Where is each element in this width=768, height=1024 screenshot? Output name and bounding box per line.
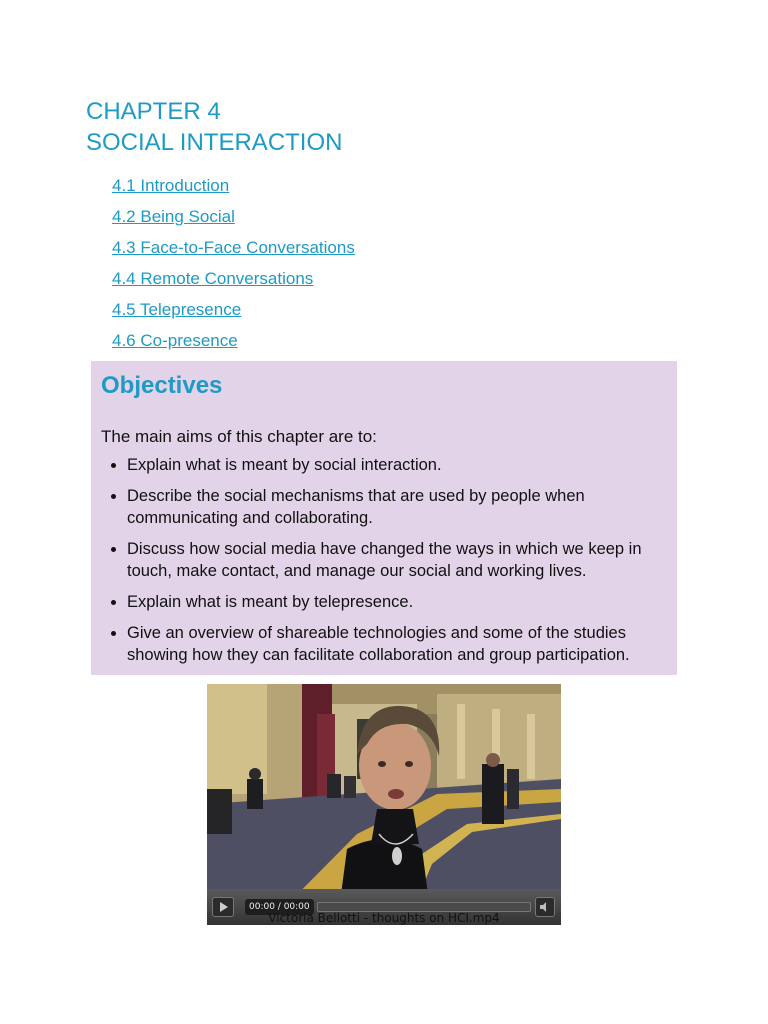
toc-link-remote-conversations[interactable]: 4.4 Remote Conversations bbox=[112, 269, 314, 288]
objective-item: • Describe the social mechanisms that are used by people when communicating and collaborating. bbox=[127, 485, 667, 529]
chapter-number: CHAPTER 4 bbox=[86, 98, 221, 125]
toc-item bbox=[112, 236, 355, 267]
objectives-list bbox=[101, 454, 667, 666]
toc-item bbox=[112, 298, 355, 329]
video-caption: Victoria Bellotti - thoughts on HCI.mp4 bbox=[268, 911, 500, 925]
chapter-heading bbox=[86, 96, 342, 158]
video-player[interactable] bbox=[207, 684, 561, 925]
toc-item bbox=[112, 329, 355, 360]
toc-link-telepresence[interactable]: 4.5 Telepresence bbox=[112, 300, 242, 319]
toc-link-being-social[interactable]: 4.2 Being Social bbox=[112, 207, 235, 226]
objectives-box bbox=[91, 361, 677, 675]
toc-item bbox=[112, 205, 355, 236]
objective-item: • Explain what is meant by telepresence. bbox=[127, 591, 667, 613]
toc-link-co-presence[interactable]: 4.6 Co-presence bbox=[112, 331, 238, 350]
objectives-intro: The main aims of this chapter are to: bbox=[101, 427, 377, 446]
objective-item: • Explain what is meant by social interaction. bbox=[127, 454, 667, 476]
video-timecode: 00:00 / 00:00 bbox=[245, 899, 314, 915]
toc-link-introduction[interactable]: 4.1 Introduction bbox=[112, 176, 230, 195]
toc-link-face-to-face[interactable]: 4.3 Face-to-Face Conversations bbox=[112, 238, 355, 257]
objective-item: • Discuss how social media have changed the ways in which we keep in touch, make contact, and manage our social and working lives. bbox=[127, 538, 667, 582]
chapter-title: SOCIAL INTERACTION bbox=[86, 129, 343, 156]
toc-item bbox=[112, 267, 355, 298]
table-of-contents bbox=[112, 174, 355, 360]
toc-item bbox=[112, 174, 355, 205]
objectives-heading: Objectives bbox=[101, 372, 223, 399]
objective-item: • Give an overview of shareable technologies and some of the studies showing how they can facilitate collaboration and group participation. bbox=[127, 622, 667, 666]
